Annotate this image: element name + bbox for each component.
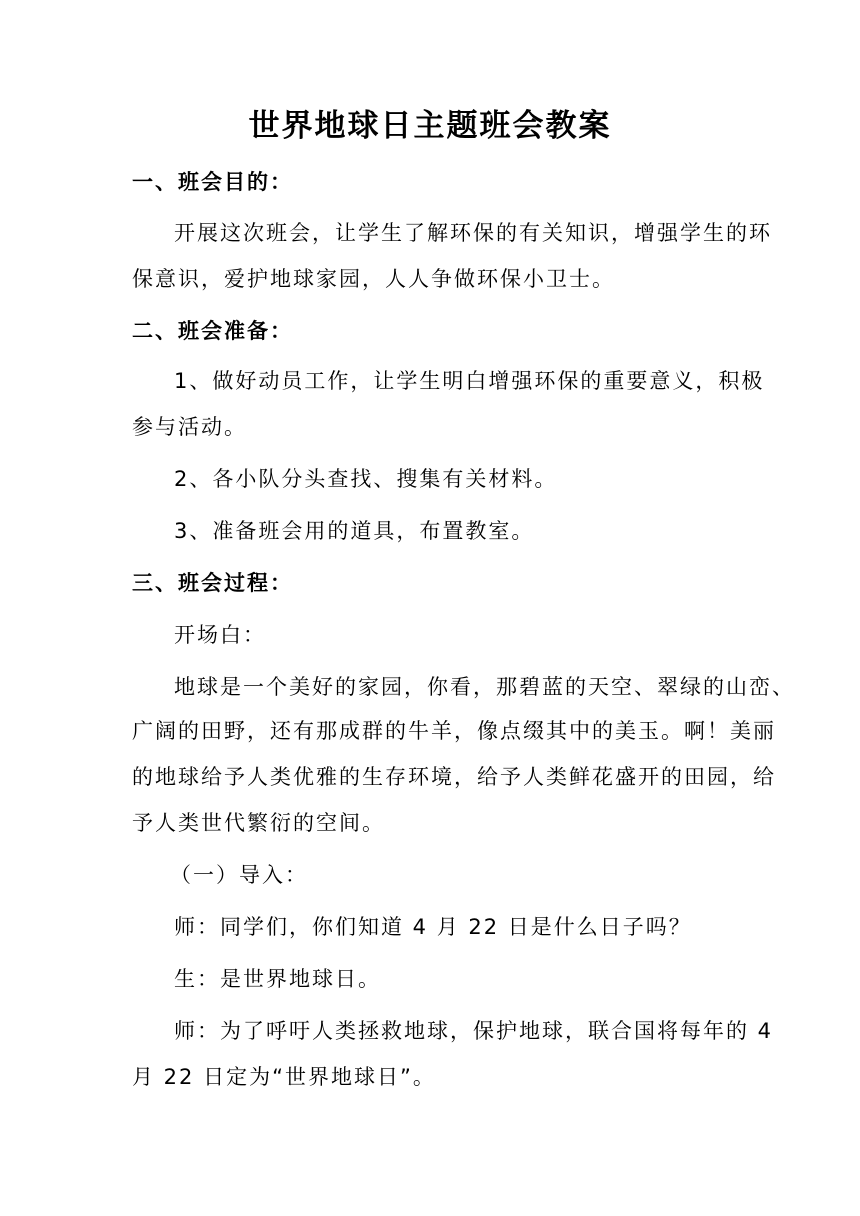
paragraph-line: 广阔的田野，还有那成群的牛羊，像点缀其中的美玉。啊！美丽 (132, 719, 776, 743)
paragraph-line: 的地球给予人类优雅的生存环境，给予人类鲜花盛开的田园，给 (132, 765, 776, 789)
paragraph-line: 开展这次班会，让学生了解环保的有关知识，增强学生的环 (174, 221, 772, 245)
paragraph-line: 地球是一个美好的家园，你看，那碧蓝的天空、翠绿的山峦、 (174, 675, 795, 699)
subheading-opening: 开场白： (174, 623, 266, 647)
paragraph-line: 予人类世代繁衍的空间。 (132, 811, 385, 835)
section-heading-process: 三、班会过程： (132, 571, 293, 595)
list-item-line: 参与活动。 (132, 415, 247, 439)
list-item-line: 1、做好动员工作，让学生明白增强环保的重要意义，积极 (174, 369, 765, 393)
section-heading-purpose: 一、班会目的： (132, 170, 293, 194)
list-item-line: 3、准备班会用的道具，布置教室。 (174, 519, 535, 543)
section-heading-preparation: 二、班会准备： (132, 319, 293, 343)
dialogue-line: 师：同学们，你们知道 4 月 22 日是什么日子吗？ (174, 915, 692, 939)
document-title: 世界地球日主题班会教案 (248, 108, 612, 144)
list-item-line: 2、各小队分头查找、搜集有关材料。 (174, 467, 558, 491)
paragraph-line: 保意识，爱护地球家园，人人争做环保小卫士。 (132, 267, 615, 291)
dialogue-line: 师：为了呼吁人类拯救地球，保护地球，联合国将每年的 4 (174, 1019, 774, 1043)
subheading-intro: （一）导入： (170, 863, 308, 887)
dialogue-line: 月 22 日定为“世界地球日”。 (132, 1065, 436, 1089)
dialogue-line: 生：是世界地球日。 (174, 967, 381, 991)
